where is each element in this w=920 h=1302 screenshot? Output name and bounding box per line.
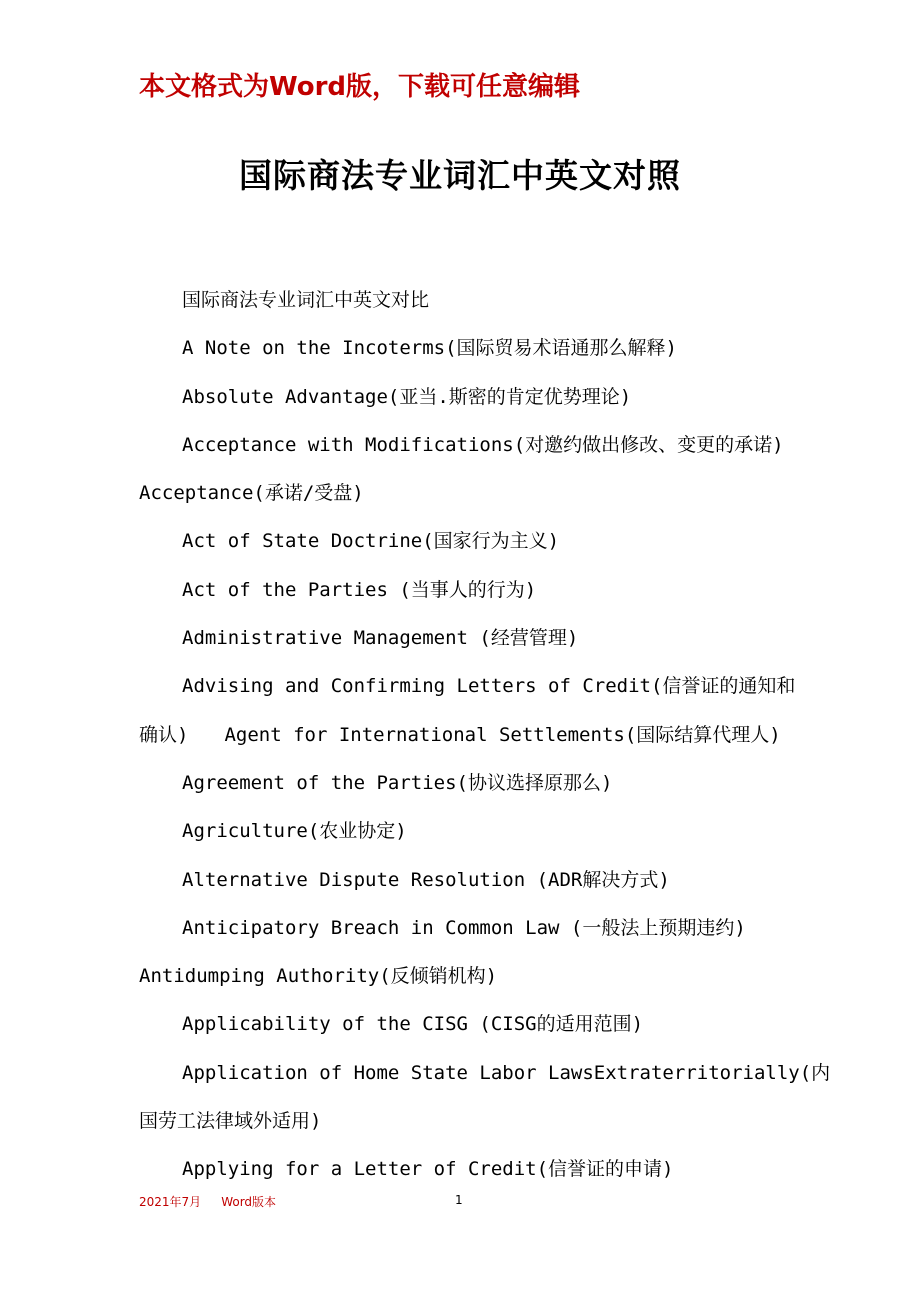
body-line-combined: [139, 717, 799, 765]
body-line: Applicability of the CISG (CISG的适用范围): [182, 1013, 644, 1036]
body-line-fragment: Agent for International Settlements(国际结算代理人): [224, 723, 781, 746]
body-line: Advising and Confirming Letters of Credit(信誉证的通知和: [182, 675, 796, 698]
footer-date: 2021年7月: [139, 1195, 202, 1209]
body-line: Acceptance with Modifications(对邀约做出修改、变更的承诺): [182, 433, 784, 456]
document-title: 国际商法专业词汇中英文对照: [239, 156, 681, 195]
body-line: Applying for a Letter of Credit(信誉证的申请): [182, 1158, 674, 1181]
body-line: Act of the Parties (当事人的行为): [182, 578, 537, 601]
body-line: Antidumping Authority(反倾销机构): [139, 965, 498, 988]
body-line: A Note on the Incoterms(国际贸易术语通那么解释): [182, 337, 677, 360]
page-number: 1: [455, 1193, 463, 1207]
body-line: 国际商法专业词汇中英文对比: [182, 289, 430, 311]
document-body: [139, 282, 831, 1200]
body-line: Acceptance(承诺/受盘): [139, 482, 364, 505]
body-line: Act of State Doctrine(国家行为主义): [182, 530, 560, 553]
body-line: Agriculture(农业协定): [182, 820, 407, 843]
body-line: Application of Home State Labor LawsExtraterritorially(内: [182, 1061, 831, 1084]
body-line: Administrative Management (经营管理): [182, 627, 579, 650]
body-line-fragment: 确认): [139, 723, 189, 746]
footer-version: Word版本: [221, 1195, 277, 1209]
body-line: 国劳工法律域外适用): [139, 1110, 322, 1133]
body-line: Agreement of the Parties(协议选择原那么): [182, 771, 613, 794]
body-line: Absolute Advantage(亚当.斯密的肯定优势理论): [182, 385, 632, 408]
body-line: Anticipatory Breach in Common Law (一般法上预期违约): [182, 916, 746, 939]
footer-meta: [139, 1193, 276, 1210]
body-line: Alternative Dispute Resolution (ADR解决方式): [182, 868, 670, 891]
word-format-banner: 本文格式为Word版，下载可任意编辑: [139, 72, 581, 102]
